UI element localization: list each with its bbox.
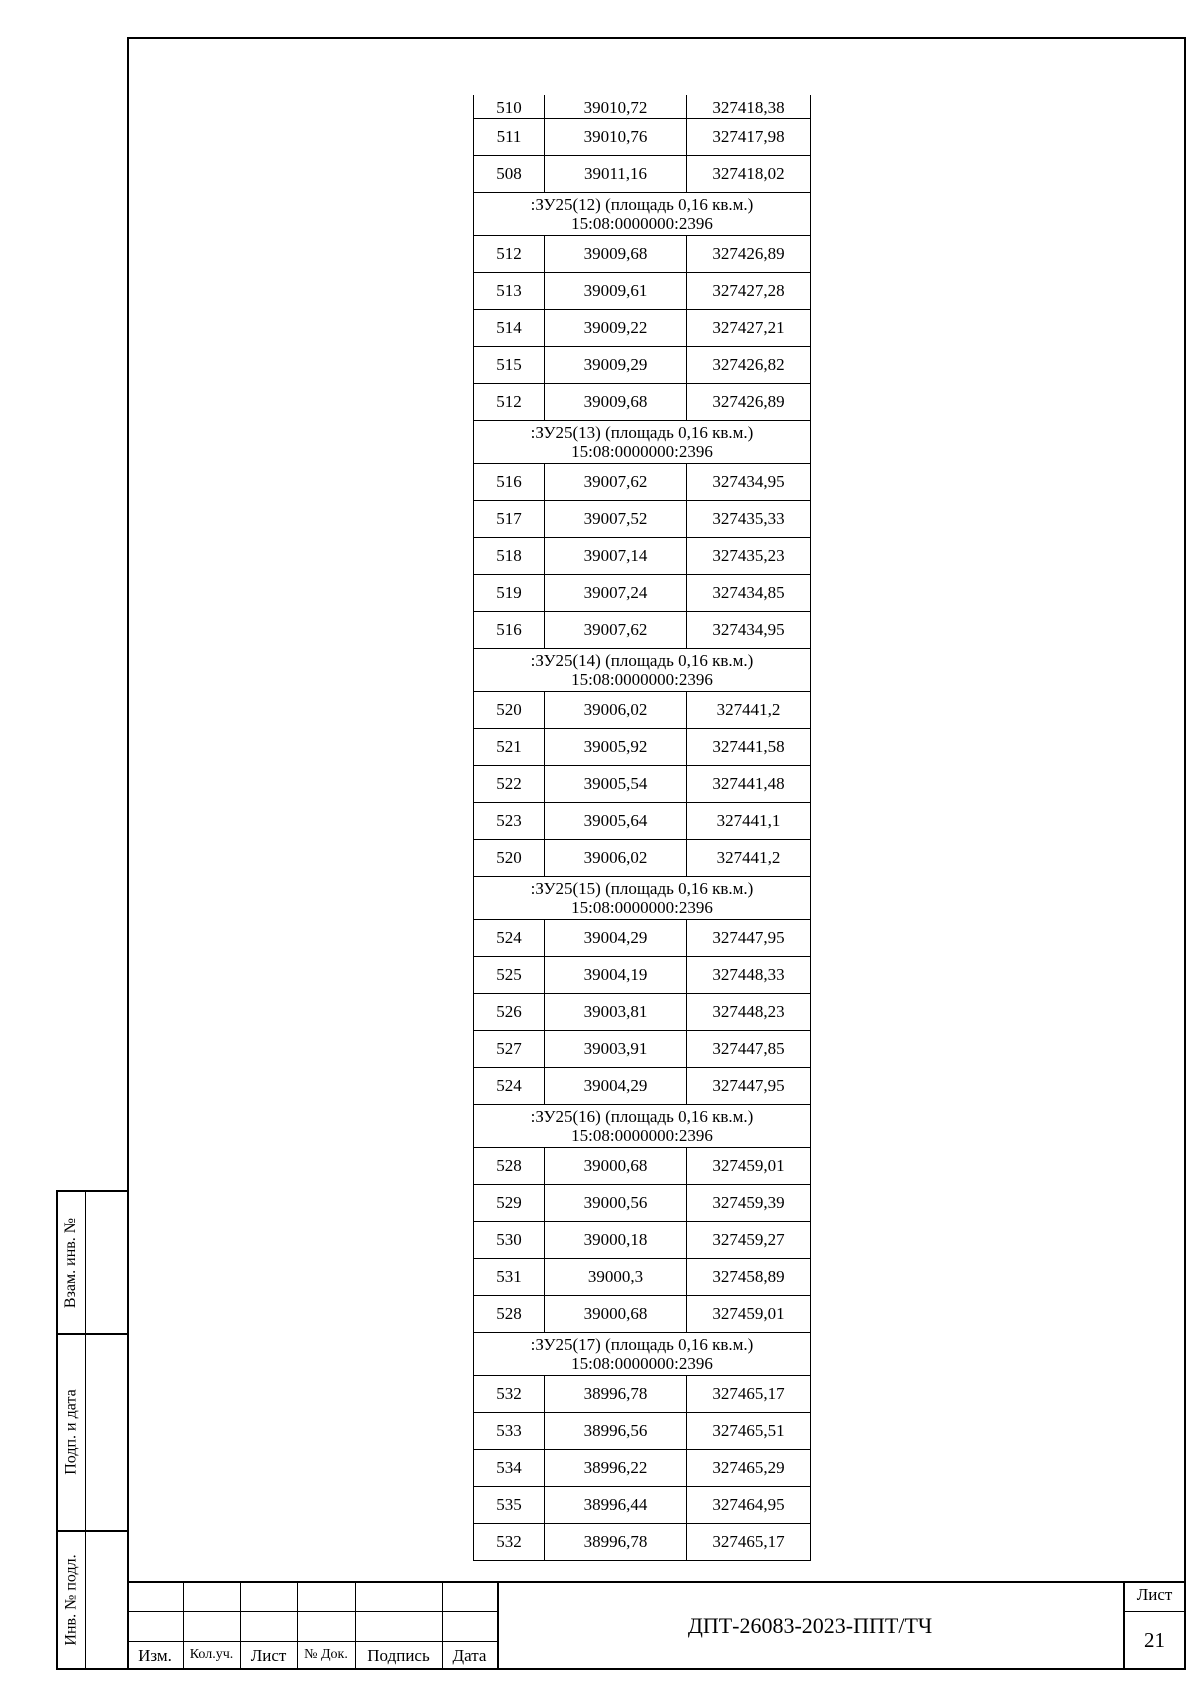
title-block-rule: [127, 1641, 497, 1642]
point-number-cell: 533: [474, 1413, 545, 1450]
x-coordinate-cell: 39009,29: [545, 347, 687, 384]
podp-data-cell: [58, 1333, 85, 1530]
parcel-header-row: [474, 1105, 811, 1148]
y-coordinate-cell: 327459,01: [687, 1296, 811, 1333]
y-coordinate-cell: 327427,21: [687, 310, 811, 347]
coordinate-row: [474, 1031, 811, 1068]
y-coordinate-cell: 327435,23: [687, 538, 811, 575]
side-stamp-divider: [85, 1192, 86, 1668]
coordinate-row: [474, 1068, 811, 1105]
point-number-cell: 528: [474, 1148, 545, 1185]
y-coordinate-cell: 327426,89: [687, 236, 811, 273]
x-coordinate-cell: 39005,64: [545, 803, 687, 840]
parcel-title: :ЗУ25(12) (площадь 0,16 кв.м.): [530, 195, 754, 214]
coordinate-row: [474, 347, 811, 384]
coordinate-row: [474, 1222, 811, 1259]
vzam-inv-cell: [58, 1192, 85, 1333]
x-coordinate-cell: 39007,62: [545, 612, 687, 649]
cadastral-number: 15:08:0000000:2396: [571, 1126, 713, 1145]
x-coordinate-cell: 39000,68: [545, 1296, 687, 1333]
y-coordinate-cell: 327448,33: [687, 957, 811, 994]
y-coordinate-cell: 327427,28: [687, 273, 811, 310]
x-coordinate-cell: 39011,16: [545, 156, 687, 193]
x-coordinate-cell: 39003,91: [545, 1031, 687, 1068]
coordinate-row: [474, 310, 811, 347]
y-coordinate-cell: 327441,58: [687, 729, 811, 766]
coordinate-row: [474, 1413, 811, 1450]
point-number-cell: 516: [474, 464, 545, 501]
y-coordinate-cell: 327465,17: [687, 1376, 811, 1413]
cadastral-number: 15:08:0000000:2396: [571, 670, 713, 689]
parcel-header-cell: [474, 193, 811, 236]
point-number-cell: 524: [474, 1068, 545, 1105]
point-number-cell: 535: [474, 1487, 545, 1524]
y-coordinate-cell: 327418,38: [687, 95, 811, 119]
document-code: ДПТ-26083-2023-ППТ/ТЧ: [687, 1613, 933, 1638]
coordinate-row: [474, 766, 811, 803]
point-number-cell: 512: [474, 236, 545, 273]
x-coordinate-cell: 39007,24: [545, 575, 687, 612]
coordinate-row: [474, 384, 811, 421]
coordinate-row: [474, 95, 811, 119]
cadastral-number: 15:08:0000000:2396: [571, 1354, 713, 1373]
coordinates-table-body: [474, 95, 811, 1561]
x-coordinate-cell: 39010,72: [545, 95, 687, 119]
y-coordinate-cell: 327435,33: [687, 501, 811, 538]
parcel-header-row: [474, 877, 811, 920]
parcel-header-row: [474, 1333, 811, 1376]
parcel-header-cell: [474, 421, 811, 464]
x-coordinate-cell: 39000,18: [545, 1222, 687, 1259]
inv-podl-cell: [58, 1530, 85, 1670]
point-number-cell: 522: [474, 766, 545, 803]
point-number-cell: 519: [474, 575, 545, 612]
parcel-header-cell: [474, 649, 811, 692]
parcel-title: :ЗУ25(14) (площадь 0,16 кв.м.): [530, 651, 754, 670]
title-block: [127, 1581, 1186, 1670]
point-number-cell: 532: [474, 1376, 545, 1413]
parcel-title: :ЗУ25(15) (площадь 0,16 кв.м.): [530, 879, 754, 898]
coordinate-row: [474, 612, 811, 649]
coordinate-row: [474, 1450, 811, 1487]
point-number-cell: 532: [474, 1524, 545, 1561]
y-coordinate-cell: 327464,95: [687, 1487, 811, 1524]
izm-label: Изм.: [138, 1646, 172, 1665]
x-coordinate-cell: 39007,62: [545, 464, 687, 501]
point-number-cell: 520: [474, 840, 545, 877]
coordinate-row: [474, 729, 811, 766]
x-coordinate-cell: 39004,19: [545, 957, 687, 994]
y-coordinate-cell: 327418,02: [687, 156, 811, 193]
parcel-header-cell: [474, 1333, 811, 1376]
y-coordinate-cell: 327434,95: [687, 612, 811, 649]
parcel-header-row: [474, 193, 811, 236]
coordinate-row: [474, 1524, 811, 1561]
x-coordinate-cell: 39000,3: [545, 1259, 687, 1296]
point-number-cell: 529: [474, 1185, 545, 1222]
x-coordinate-cell: 39005,92: [545, 729, 687, 766]
x-coordinate-cell: 38996,44: [545, 1487, 687, 1524]
x-coordinate-cell: 39010,76: [545, 119, 687, 156]
cadastral-number: 15:08:0000000:2396: [571, 214, 713, 233]
coordinate-row: [474, 538, 811, 575]
coordinate-row: [474, 1148, 811, 1185]
x-coordinate-cell: 38996,78: [545, 1376, 687, 1413]
title-block-rule: [127, 1611, 497, 1612]
point-number-cell: 514: [474, 310, 545, 347]
x-coordinate-cell: 39007,14: [545, 538, 687, 575]
sheet-number: 21: [1144, 1628, 1165, 1652]
x-coordinate-cell: 39006,02: [545, 692, 687, 729]
y-coordinate-cell: 327465,29: [687, 1450, 811, 1487]
coordinate-row: [474, 920, 811, 957]
x-coordinate-cell: 38996,78: [545, 1524, 687, 1561]
x-coordinate-cell: 39009,22: [545, 310, 687, 347]
coordinate-row: [474, 840, 811, 877]
title-block-rule: [1123, 1611, 1186, 1612]
coordinate-row: [474, 803, 811, 840]
n-dok-label: № Док.: [304, 1647, 348, 1662]
point-number-cell: 508: [474, 156, 545, 193]
coordinate-row: [474, 1376, 811, 1413]
point-number-cell: 534: [474, 1450, 545, 1487]
coordinate-row: [474, 464, 811, 501]
point-number-cell: 530: [474, 1222, 545, 1259]
point-number-cell: 516: [474, 612, 545, 649]
inv-podl-label: Инв. № подл.: [62, 1554, 80, 1646]
point-number-cell: 524: [474, 920, 545, 957]
point-number-cell: 523: [474, 803, 545, 840]
parcel-title: :ЗУ25(13) (площадь 0,16 кв.м.): [530, 423, 754, 442]
y-coordinate-cell: 327459,39: [687, 1185, 811, 1222]
x-coordinate-cell: 39004,29: [545, 1068, 687, 1105]
x-coordinate-cell: 39000,68: [545, 1148, 687, 1185]
parcel-header-cell: [474, 1105, 811, 1148]
point-number-cell: 512: [474, 384, 545, 421]
point-number-cell: 527: [474, 1031, 545, 1068]
point-number-cell: 515: [474, 347, 545, 384]
y-coordinate-cell: 327434,95: [687, 464, 811, 501]
cadastral-number: 15:08:0000000:2396: [571, 898, 713, 917]
parcel-title: :ЗУ25(17) (площадь 0,16 кв.м.): [530, 1335, 754, 1354]
y-coordinate-cell: 327447,95: [687, 920, 811, 957]
coordinates-table: [473, 95, 811, 1561]
coordinate-row: [474, 692, 811, 729]
y-coordinate-cell: 327441,48: [687, 766, 811, 803]
parcel-header-cell: [474, 877, 811, 920]
coordinate-row: [474, 1296, 811, 1333]
point-number-cell: 525: [474, 957, 545, 994]
cadastral-number: 15:08:0000000:2396: [571, 442, 713, 461]
point-number-cell: 528: [474, 1296, 545, 1333]
coordinate-row: [474, 994, 811, 1031]
y-coordinate-cell: 327426,82: [687, 347, 811, 384]
x-coordinate-cell: 38996,56: [545, 1413, 687, 1450]
list-label: Лист: [250, 1646, 287, 1665]
side-stamp: [56, 1190, 129, 1670]
kol-uch-label: Кол.уч.: [189, 1647, 234, 1662]
point-number-cell: 513: [474, 273, 545, 310]
coordinate-row: [474, 1259, 811, 1296]
x-coordinate-cell: 39009,68: [545, 384, 687, 421]
coordinate-row: [474, 575, 811, 612]
x-coordinate-cell: 39009,68: [545, 236, 687, 273]
coordinate-row: [474, 1487, 811, 1524]
coordinate-row: [474, 119, 811, 156]
point-number-cell: 526: [474, 994, 545, 1031]
x-coordinate-cell: 39005,54: [545, 766, 687, 803]
y-coordinate-cell: 327417,98: [687, 119, 811, 156]
x-coordinate-cell: 39000,56: [545, 1185, 687, 1222]
point-number-cell: 510: [474, 95, 545, 119]
y-coordinate-cell: 327465,51: [687, 1413, 811, 1450]
y-coordinate-cell: 327426,89: [687, 384, 811, 421]
x-coordinate-cell: 38996,22: [545, 1450, 687, 1487]
coordinate-row: [474, 156, 811, 193]
sheet-label: Лист: [1136, 1585, 1173, 1604]
coordinate-row: [474, 236, 811, 273]
y-coordinate-cell: 327441,1: [687, 803, 811, 840]
y-coordinate-cell: 327447,85: [687, 1031, 811, 1068]
data-label: Дата: [452, 1646, 487, 1665]
y-coordinate-cell: 327458,89: [687, 1259, 811, 1296]
x-coordinate-cell: 39003,81: [545, 994, 687, 1031]
parcel-title: :ЗУ25(16) (площадь 0,16 кв.м.): [530, 1107, 754, 1126]
coordinate-row: [474, 501, 811, 538]
coordinate-row: [474, 957, 811, 994]
point-number-cell: 517: [474, 501, 545, 538]
y-coordinate-cell: 327441,2: [687, 692, 811, 729]
y-coordinate-cell: 327459,01: [687, 1148, 811, 1185]
point-number-cell: 531: [474, 1259, 545, 1296]
y-coordinate-cell: 327434,85: [687, 575, 811, 612]
point-number-cell: 511: [474, 119, 545, 156]
y-coordinate-cell: 327459,27: [687, 1222, 811, 1259]
coordinate-row: [474, 1185, 811, 1222]
parcel-header-row: [474, 421, 811, 464]
x-coordinate-cell: 39004,29: [545, 920, 687, 957]
y-coordinate-cell: 327448,23: [687, 994, 811, 1031]
point-number-cell: 520: [474, 692, 545, 729]
podpis-label: Подпись: [367, 1646, 430, 1665]
x-coordinate-cell: 39006,02: [545, 840, 687, 877]
y-coordinate-cell: 327465,17: [687, 1524, 811, 1561]
y-coordinate-cell: 327441,2: [687, 840, 811, 877]
point-number-cell: 518: [474, 538, 545, 575]
parcel-header-row: [474, 649, 811, 692]
x-coordinate-cell: 39007,52: [545, 501, 687, 538]
coordinate-row: [474, 273, 811, 310]
vzam-inv-label: Взам. инв. №: [62, 1217, 80, 1308]
podp-data-label: Подп. и дата: [62, 1388, 80, 1475]
y-coordinate-cell: 327447,95: [687, 1068, 811, 1105]
x-coordinate-cell: 39009,61: [545, 273, 687, 310]
point-number-cell: 521: [474, 729, 545, 766]
